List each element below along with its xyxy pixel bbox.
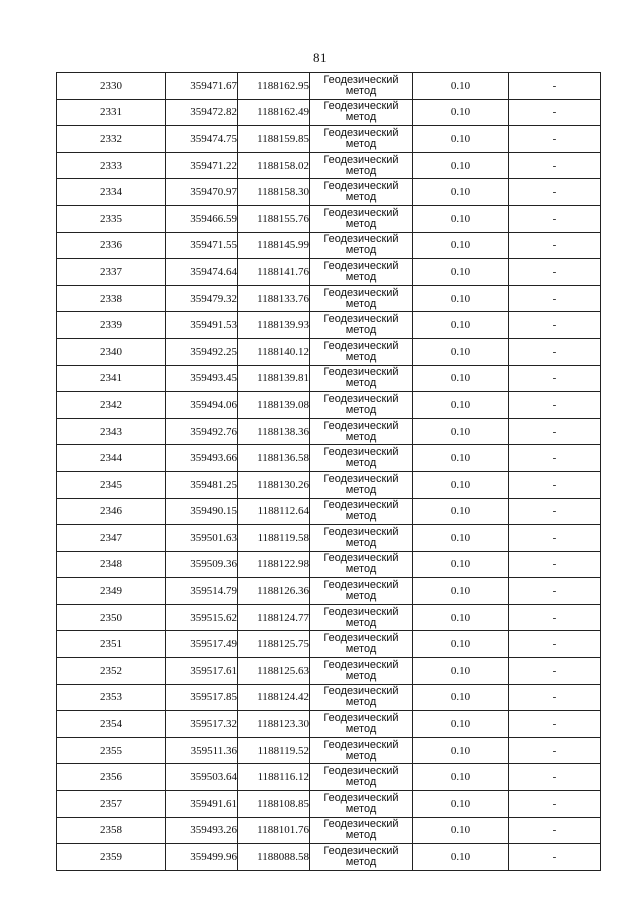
method-cell — [310, 99, 413, 126]
method-cell — [310, 338, 413, 365]
note-cell: - — [509, 578, 601, 605]
table-row — [57, 312, 601, 339]
y-coordinate-cell: 1188112.64 — [238, 498, 310, 525]
method-line-1: Геодезический — [323, 712, 399, 725]
x-coordinate-cell: 359509.36 — [166, 551, 238, 578]
method-cell — [310, 684, 413, 711]
y-coordinate-cell: 1188141.76 — [238, 259, 310, 286]
method-line-1: Геодезический — [323, 366, 399, 379]
point-number-cell: 2343 — [57, 418, 166, 445]
method-line-1: Геодезический — [323, 100, 399, 113]
x-coordinate-cell: 359491.61 — [166, 791, 238, 818]
point-number-cell: 2358 — [57, 817, 166, 844]
accuracy-cell: 0.10 — [413, 551, 509, 578]
table-row — [57, 604, 601, 631]
note-cell: - — [509, 259, 601, 286]
y-coordinate-cell: 1188155.76 — [238, 205, 310, 232]
method-line-2: метод — [345, 164, 377, 177]
method-line-1: Геодезический — [323, 499, 399, 512]
point-number-cell: 2330 — [57, 73, 166, 100]
x-coordinate-cell: 359493.45 — [166, 365, 238, 392]
note-cell: - — [509, 205, 601, 232]
method-cell — [310, 179, 413, 206]
table-row — [57, 392, 601, 419]
table-row — [57, 817, 601, 844]
x-coordinate-cell: 359517.61 — [166, 658, 238, 685]
method-line-1: Геодезический — [323, 286, 399, 299]
point-number-cell: 2359 — [57, 844, 166, 871]
method-line-1: Геодезический — [323, 472, 399, 485]
note-cell: - — [509, 179, 601, 206]
accuracy-cell: 0.10 — [413, 205, 509, 232]
table-row — [57, 99, 601, 126]
accuracy-cell: 0.10 — [413, 844, 509, 871]
method-line-2: метод — [345, 377, 377, 390]
point-number-cell: 2341 — [57, 365, 166, 392]
accuracy-cell: 0.10 — [413, 338, 509, 365]
method-cell — [310, 817, 413, 844]
method-line-2: метод — [345, 616, 377, 629]
method-cell — [310, 711, 413, 738]
y-coordinate-cell: 1188138.36 — [238, 418, 310, 445]
point-number-cell: 2349 — [57, 578, 166, 605]
method-line-1: Геодезический — [323, 153, 399, 166]
note-cell: - — [509, 551, 601, 578]
method-line-2: метод — [345, 244, 377, 257]
method-line-1: Геодезический — [323, 818, 399, 831]
point-number-cell: 2354 — [57, 711, 166, 738]
table-row — [57, 844, 601, 871]
y-coordinate-cell: 1188159.85 — [238, 126, 310, 153]
method-line-2: метод — [345, 829, 377, 842]
table-row — [57, 525, 601, 552]
accuracy-cell: 0.10 — [413, 604, 509, 631]
y-coordinate-cell: 1188136.58 — [238, 445, 310, 472]
x-coordinate-cell: 359517.49 — [166, 631, 238, 658]
point-number-cell: 2332 — [57, 126, 166, 153]
y-coordinate-cell: 1188119.58 — [238, 525, 310, 552]
method-line-2: метод — [345, 510, 377, 523]
note-cell: - — [509, 152, 601, 179]
accuracy-cell: 0.10 — [413, 232, 509, 259]
method-line-1: Геодезический — [323, 313, 399, 326]
y-coordinate-cell: 1188145.99 — [238, 232, 310, 259]
accuracy-cell: 0.10 — [413, 285, 509, 312]
x-coordinate-cell: 359499.96 — [166, 844, 238, 871]
table-row — [57, 658, 601, 685]
method-line-2: метод — [345, 217, 377, 230]
method-line-2: метод — [345, 350, 377, 363]
accuracy-cell: 0.10 — [413, 392, 509, 419]
method-cell — [310, 844, 413, 871]
method-cell — [310, 578, 413, 605]
table-row — [57, 498, 601, 525]
method-line-1: Геодезический — [323, 73, 399, 86]
x-coordinate-cell: 359511.36 — [166, 737, 238, 764]
method-cell — [310, 312, 413, 339]
method-cell — [310, 73, 413, 100]
note-cell: - — [509, 684, 601, 711]
method-line-1: Геодезический — [323, 658, 399, 671]
x-coordinate-cell: 359493.66 — [166, 445, 238, 472]
x-coordinate-cell: 359503.64 — [166, 764, 238, 791]
accuracy-cell: 0.10 — [413, 498, 509, 525]
method-line-2: метод — [345, 856, 377, 869]
y-coordinate-cell: 1188139.81 — [238, 365, 310, 392]
note-cell: - — [509, 525, 601, 552]
x-coordinate-cell: 359501.63 — [166, 525, 238, 552]
method-line-1: Геодезический — [323, 392, 399, 405]
point-number-cell: 2350 — [57, 604, 166, 631]
method-cell — [310, 445, 413, 472]
method-line-2: метод — [345, 270, 377, 283]
y-coordinate-cell: 1188116.12 — [238, 764, 310, 791]
point-number-cell: 2338 — [57, 285, 166, 312]
method-line-1: Геодезический — [323, 738, 399, 751]
point-number-cell: 2342 — [57, 392, 166, 419]
method-cell — [310, 764, 413, 791]
y-coordinate-cell: 1188140.12 — [238, 338, 310, 365]
method-cell — [310, 791, 413, 818]
note-cell: - — [509, 445, 601, 472]
y-coordinate-cell: 1188139.08 — [238, 392, 310, 419]
method-cell — [310, 631, 413, 658]
method-line-1: Геодезический — [323, 206, 399, 219]
point-number-cell: 2352 — [57, 658, 166, 685]
method-cell — [310, 551, 413, 578]
y-coordinate-cell: 1188162.95 — [238, 73, 310, 100]
method-line-2: метод — [345, 536, 377, 549]
point-number-cell: 2356 — [57, 764, 166, 791]
accuracy-cell: 0.10 — [413, 817, 509, 844]
note-cell: - — [509, 312, 601, 339]
method-cell — [310, 392, 413, 419]
method-line-1: Геодезический — [323, 180, 399, 193]
method-cell — [310, 737, 413, 764]
y-coordinate-cell: 1188139.93 — [238, 312, 310, 339]
x-coordinate-cell: 359492.25 — [166, 338, 238, 365]
method-line-2: метод — [345, 457, 377, 470]
point-number-cell: 2334 — [57, 179, 166, 206]
method-cell — [310, 471, 413, 498]
method-line-1: Геодезический — [323, 632, 399, 645]
point-number-cell: 2340 — [57, 338, 166, 365]
method-line-1: Геодезический — [323, 233, 399, 246]
note-cell: - — [509, 73, 601, 100]
y-coordinate-cell: 1188124.77 — [238, 604, 310, 631]
accuracy-cell: 0.10 — [413, 737, 509, 764]
y-coordinate-cell: 1188088.58 — [238, 844, 310, 871]
method-line-1: Геодезический — [323, 339, 399, 352]
method-cell — [310, 498, 413, 525]
method-line-2: метод — [345, 696, 377, 709]
x-coordinate-cell: 359479.32 — [166, 285, 238, 312]
note-cell: - — [509, 658, 601, 685]
y-coordinate-cell: 1188162.49 — [238, 99, 310, 126]
y-coordinate-cell: 1188123.30 — [238, 711, 310, 738]
point-number-cell: 2347 — [57, 525, 166, 552]
x-coordinate-cell: 359514.79 — [166, 578, 238, 605]
accuracy-cell: 0.10 — [413, 631, 509, 658]
method-cell — [310, 525, 413, 552]
table-row — [57, 179, 601, 206]
y-coordinate-cell: 1188125.75 — [238, 631, 310, 658]
note-cell: - — [509, 99, 601, 126]
point-number-cell: 2348 — [57, 551, 166, 578]
y-coordinate-cell: 1188158.02 — [238, 152, 310, 179]
method-line-1: Геодезический — [323, 605, 399, 618]
accuracy-cell: 0.10 — [413, 312, 509, 339]
accuracy-cell: 0.10 — [413, 152, 509, 179]
accuracy-cell: 0.10 — [413, 578, 509, 605]
accuracy-cell: 0.10 — [413, 658, 509, 685]
table-row — [57, 259, 601, 286]
accuracy-cell: 0.10 — [413, 418, 509, 445]
accuracy-cell: 0.10 — [413, 711, 509, 738]
accuracy-cell: 0.10 — [413, 365, 509, 392]
x-coordinate-cell: 359515.62 — [166, 604, 238, 631]
table-row — [57, 737, 601, 764]
x-coordinate-cell: 359492.76 — [166, 418, 238, 445]
method-line-2: метод — [345, 802, 377, 815]
y-coordinate-cell: 1188130.26 — [238, 471, 310, 498]
note-cell: - — [509, 711, 601, 738]
table-row — [57, 551, 601, 578]
x-coordinate-cell: 359494.06 — [166, 392, 238, 419]
method-line-1: Геодезический — [323, 552, 399, 565]
note-cell: - — [509, 844, 601, 871]
method-line-1: Геодезический — [323, 126, 399, 139]
x-coordinate-cell: 359491.53 — [166, 312, 238, 339]
point-number-cell: 2331 — [57, 99, 166, 126]
method-line-1: Геодезический — [323, 845, 399, 858]
point-number-cell: 2355 — [57, 737, 166, 764]
method-cell — [310, 604, 413, 631]
method-line-2: метод — [345, 191, 377, 204]
note-cell: - — [509, 338, 601, 365]
method-cell — [310, 365, 413, 392]
note-cell: - — [509, 392, 601, 419]
point-number-cell: 2337 — [57, 259, 166, 286]
y-coordinate-cell: 1188126.36 — [238, 578, 310, 605]
method-cell — [310, 232, 413, 259]
note-cell: - — [509, 418, 601, 445]
point-number-cell: 2353 — [57, 684, 166, 711]
method-cell — [310, 126, 413, 153]
table-row — [57, 338, 601, 365]
method-line-2: метод — [345, 590, 377, 603]
note-cell: - — [509, 791, 601, 818]
table-row — [57, 711, 601, 738]
point-number-cell: 2357 — [57, 791, 166, 818]
table-row — [57, 365, 601, 392]
note-cell: - — [509, 604, 601, 631]
table-row — [57, 445, 601, 472]
x-coordinate-cell: 359466.59 — [166, 205, 238, 232]
note-cell: - — [509, 126, 601, 153]
table-row — [57, 684, 601, 711]
accuracy-cell: 0.10 — [413, 791, 509, 818]
point-number-cell: 2345 — [57, 471, 166, 498]
method-line-2: метод — [345, 749, 377, 762]
method-line-2: метод — [345, 111, 377, 124]
accuracy-cell: 0.10 — [413, 99, 509, 126]
accuracy-cell: 0.10 — [413, 259, 509, 286]
method-line-1: Геодезический — [323, 791, 399, 804]
method-line-2: метод — [345, 669, 377, 682]
coordinates-table — [56, 72, 601, 871]
x-coordinate-cell: 359517.85 — [166, 684, 238, 711]
x-coordinate-cell: 359517.32 — [166, 711, 238, 738]
x-coordinate-cell: 359471.55 — [166, 232, 238, 259]
accuracy-cell: 0.10 — [413, 684, 509, 711]
table-row — [57, 631, 601, 658]
method-line-1: Геодезический — [323, 259, 399, 272]
note-cell: - — [509, 498, 601, 525]
method-line-2: метод — [345, 324, 377, 337]
page-number: 81 — [313, 50, 327, 65]
method-line-1: Геодезический — [323, 419, 399, 432]
method-cell — [310, 259, 413, 286]
method-line-1: Геодезический — [323, 685, 399, 698]
method-cell — [310, 205, 413, 232]
y-coordinate-cell: 1188122.98 — [238, 551, 310, 578]
y-coordinate-cell: 1188101.76 — [238, 817, 310, 844]
table-row — [57, 73, 601, 100]
x-coordinate-cell: 359472.82 — [166, 99, 238, 126]
x-coordinate-cell: 359471.67 — [166, 73, 238, 100]
x-coordinate-cell: 359490.15 — [166, 498, 238, 525]
table-row — [57, 418, 601, 445]
accuracy-cell: 0.10 — [413, 764, 509, 791]
x-coordinate-cell: 359481.25 — [166, 471, 238, 498]
table-row — [57, 152, 601, 179]
x-coordinate-cell: 359474.75 — [166, 126, 238, 153]
coordinates-table-body — [57, 73, 601, 871]
table-row — [57, 285, 601, 312]
y-coordinate-cell: 1188125.63 — [238, 658, 310, 685]
point-number-cell: 2351 — [57, 631, 166, 658]
method-cell — [310, 658, 413, 685]
method-line-2: метод — [345, 137, 377, 150]
method-line-2: метод — [345, 776, 377, 789]
table-row — [57, 578, 601, 605]
point-number-cell: 2344 — [57, 445, 166, 472]
note-cell: - — [509, 232, 601, 259]
method-line-2: метод — [345, 430, 377, 443]
table-row — [57, 791, 601, 818]
method-line-2: метод — [345, 403, 377, 416]
note-cell: - — [509, 631, 601, 658]
method-cell — [310, 418, 413, 445]
method-line-2: метод — [345, 297, 377, 310]
x-coordinate-cell: 359474.64 — [166, 259, 238, 286]
table-row — [57, 126, 601, 153]
y-coordinate-cell: 1188108.85 — [238, 791, 310, 818]
x-coordinate-cell: 359493.26 — [166, 817, 238, 844]
method-line-2: метод — [345, 643, 377, 656]
method-line-2: метод — [345, 483, 377, 496]
method-line-1: Геодезический — [323, 579, 399, 592]
note-cell: - — [509, 817, 601, 844]
table-row — [57, 471, 601, 498]
point-number-cell: 2336 — [57, 232, 166, 259]
table-row — [57, 764, 601, 791]
point-number-cell: 2333 — [57, 152, 166, 179]
method-cell — [310, 152, 413, 179]
method-line-2: метод — [345, 563, 377, 576]
note-cell: - — [509, 365, 601, 392]
point-number-cell: 2339 — [57, 312, 166, 339]
point-number-cell: 2346 — [57, 498, 166, 525]
accuracy-cell: 0.10 — [413, 179, 509, 206]
accuracy-cell: 0.10 — [413, 73, 509, 100]
y-coordinate-cell: 1188124.42 — [238, 684, 310, 711]
method-line-1: Геодезический — [323, 765, 399, 778]
note-cell: - — [509, 285, 601, 312]
y-coordinate-cell: 1188133.76 — [238, 285, 310, 312]
table-row — [57, 232, 601, 259]
note-cell: - — [509, 471, 601, 498]
table-row — [57, 205, 601, 232]
accuracy-cell: 0.10 — [413, 471, 509, 498]
method-line-1: Геодезический — [323, 446, 399, 459]
method-cell — [310, 285, 413, 312]
method-line-1: Геодезический — [323, 525, 399, 538]
accuracy-cell: 0.10 — [413, 525, 509, 552]
x-coordinate-cell: 359471.22 — [166, 152, 238, 179]
y-coordinate-cell: 1188119.52 — [238, 737, 310, 764]
accuracy-cell: 0.10 — [413, 445, 509, 472]
y-coordinate-cell: 1188158.30 — [238, 179, 310, 206]
method-line-2: метод — [345, 723, 377, 736]
point-number-cell: 2335 — [57, 205, 166, 232]
accuracy-cell: 0.10 — [413, 126, 509, 153]
note-cell: - — [509, 764, 601, 791]
method-line-2: метод — [345, 84, 377, 97]
note-cell: - — [509, 737, 601, 764]
x-coordinate-cell: 359470.97 — [166, 179, 238, 206]
